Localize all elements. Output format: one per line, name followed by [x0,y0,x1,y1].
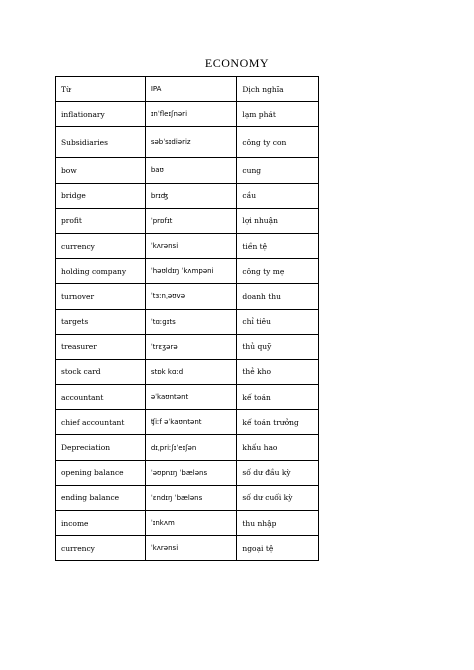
cell-word: holding company [56,259,146,284]
table-row [56,259,319,284]
cell-ipa: ˈprɒfɪt [145,208,237,233]
cell-word: Depreciation [56,435,146,460]
cell-meaning: số dư cuối kỳ [237,485,319,510]
table-row [56,309,319,334]
cell-ipa: ˈtɜːnˌəʊvə [145,284,237,309]
cell-meaning: kế toán [237,385,319,410]
cell-meaning: cung [237,158,319,183]
cell-meaning: lợi nhuận [237,208,319,233]
header-ipa: IPA [145,77,237,102]
cell-word: inflationary [56,102,146,127]
cell-ipa: ˈɛndɪŋ ˈbæləns [145,485,237,510]
cell-ipa: baʊ [145,158,237,183]
cell-meaning: công ty mẹ [237,259,319,284]
cell-word: treasurer [56,334,146,359]
header-meaning: Dịch nghĩa [237,77,319,102]
vocabulary-table [55,76,319,561]
cell-ipa: ˈtɑːgɪts [145,309,237,334]
table-row [56,511,319,536]
table-row [56,127,319,158]
cell-meaning: chỉ tiêu [237,309,319,334]
cell-word: currency [56,233,146,258]
table-row [56,102,319,127]
cell-meaning: số dư đầu kỳ [237,460,319,485]
page-title: ECONOMY [204,56,270,70]
cell-meaning: thu nhập [237,511,319,536]
cell-ipa: ˈəʊpnɪŋ ˈbæləns [145,460,237,485]
cell-ipa: səbˈsɪdiəriz [145,127,237,158]
cell-ipa: dɪˌpriːʃɪˈeɪʃən [145,435,237,460]
cell-meaning: công ty con [237,127,319,158]
table-row [56,359,319,384]
cell-ipa: ˈɪnkʌm [145,511,237,536]
table-row [56,233,319,258]
cell-ipa: ˈkʌrənsi [145,233,237,258]
table-row [56,284,319,309]
cell-word: currency [56,536,146,561]
cell-meaning: thủ quỹ [237,334,319,359]
table-row [56,460,319,485]
cell-word: targets [56,309,146,334]
cell-meaning: khấu hao [237,435,319,460]
cell-word: stock card [56,359,146,384]
cell-meaning: tiền tệ [237,233,319,258]
cell-ipa: ɪnˈfleɪʃnəri [145,102,237,127]
cell-word: bridge [56,183,146,208]
table-row [56,485,319,510]
cell-word: accountant [56,385,146,410]
cell-word: profit [56,208,146,233]
table-row [56,183,319,208]
cell-meaning: ngoại tệ [237,536,319,561]
cell-ipa: ˈtrɛʒərə [145,334,237,359]
cell-ipa: ˈkʌrənsi [145,536,237,561]
table-row [56,435,319,460]
cell-word: ending balance [56,485,146,510]
cell-word: opening balance [56,460,146,485]
cell-word: chief accountant [56,410,146,435]
cell-word: turnover [56,284,146,309]
cell-ipa: əˈkaʊntənt [145,385,237,410]
table-row [56,410,319,435]
cell-ipa: ˈhəʊldɪŋ ˈkʌmpəni [145,259,237,284]
cell-word: Subsidiaries [56,127,146,158]
cell-meaning: kế toán trưởng [237,410,319,435]
cell-meaning: doanh thu [237,284,319,309]
table-row [56,334,319,359]
cell-word: income [56,511,146,536]
cell-word: bow [56,158,146,183]
table-row [56,536,319,561]
table-row [56,385,319,410]
cell-ipa: stɒk kɑːd [145,359,237,384]
table-header-row [56,77,319,102]
table-row [56,208,319,233]
cell-ipa: ʧiːf əˈkaʊntənt [145,410,237,435]
cell-meaning: cầu [237,183,319,208]
cell-ipa: brɪʤ [145,183,237,208]
cell-meaning: lạm phát [237,102,319,127]
table-row [56,158,319,183]
header-word: Từ [56,77,146,102]
cell-meaning: thẻ kho [237,359,319,384]
